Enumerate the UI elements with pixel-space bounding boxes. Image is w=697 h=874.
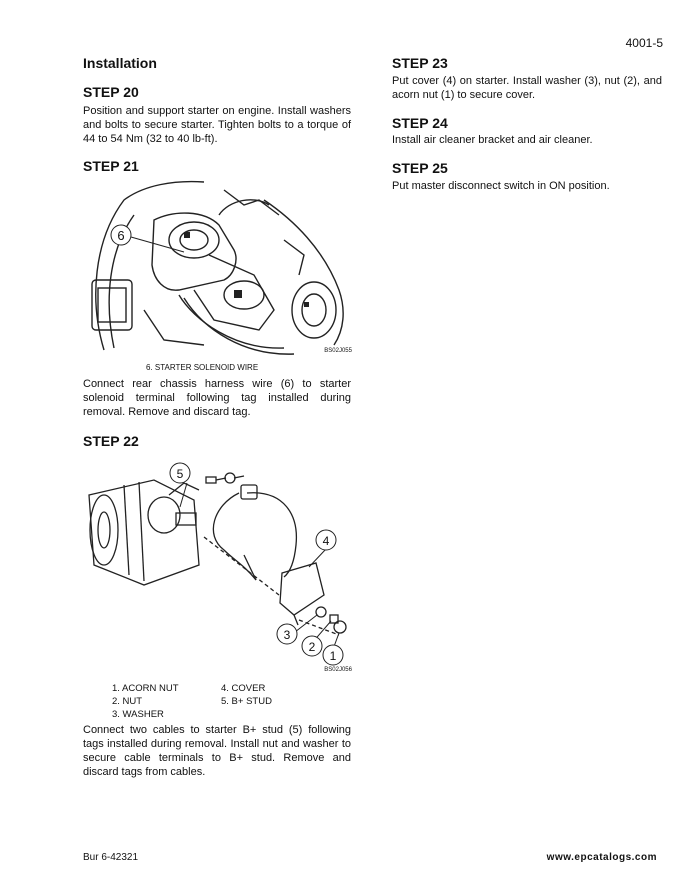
step-23-text: Put cover (4) on starter. Install washer (3), nut (2), and acorn nut (1) to secure cover. <box>392 75 662 101</box>
step-21-caption: 6. STARTER SOLENOID WIRE <box>146 363 259 372</box>
legend-item-5: 5. B+ STUD <box>221 696 272 707</box>
step-20-text: Position and support starter on engine. Install washers and bolts to secure starter. Tighten bolts to a torque of 44 to 54 Nm (32 to 40 lb-ft). <box>83 105 351 145</box>
step-20-title: STEP 20 <box>83 84 139 100</box>
callout-2: 2 <box>308 640 316 654</box>
legend-item-4: 4. COVER <box>221 683 266 694</box>
footer-document-number: Bur 6-42321 <box>83 852 139 863</box>
figure-code-22: BS02J056 <box>324 667 352 673</box>
callout-1: 1 <box>329 649 337 663</box>
step-23-title: STEP 23 <box>392 55 448 71</box>
step-22-title: STEP 22 <box>83 433 139 449</box>
figure-code-21: BS02J055 <box>324 348 352 354</box>
footer-watermark: www.epcatalogs.com <box>546 852 657 863</box>
step-24-title: STEP 24 <box>392 115 448 131</box>
legend-item-2: 2. NUT <box>112 696 143 707</box>
callout-5: 5 <box>176 467 184 481</box>
step-21-title: STEP 21 <box>83 158 139 174</box>
callout-6: 6 <box>117 228 125 243</box>
step-22-text: Connect two cables to starter B+ stud (5) following tags installed during removal. Install nut and washer to secure cable terminals to B+ stud. Remove and discard tags from cables. <box>83 724 351 778</box>
step-24-text: Install air cleaner bracket and air cleaner. <box>392 134 593 146</box>
section-title: Installation <box>83 55 157 71</box>
step-25-text: Put master disconnect switch in ON position. <box>392 180 610 192</box>
step-21-text: Connect rear chassis harness wire (6) to starter solenoid terminal following tag installed during removal. Remove and discard tag. <box>83 378 351 418</box>
legend-item-1: 1. ACORN NUT <box>112 683 179 694</box>
step-25-title: STEP 25 <box>392 160 448 176</box>
starter-solenoid-illustration <box>84 180 354 356</box>
starter-cover-exploded-illustration <box>84 455 354 675</box>
page-number: 4001-5 <box>625 36 663 50</box>
callout-4: 4 <box>322 534 330 548</box>
legend-item-3: 3. WASHER <box>112 709 164 720</box>
callout-3: 3 <box>283 628 291 642</box>
